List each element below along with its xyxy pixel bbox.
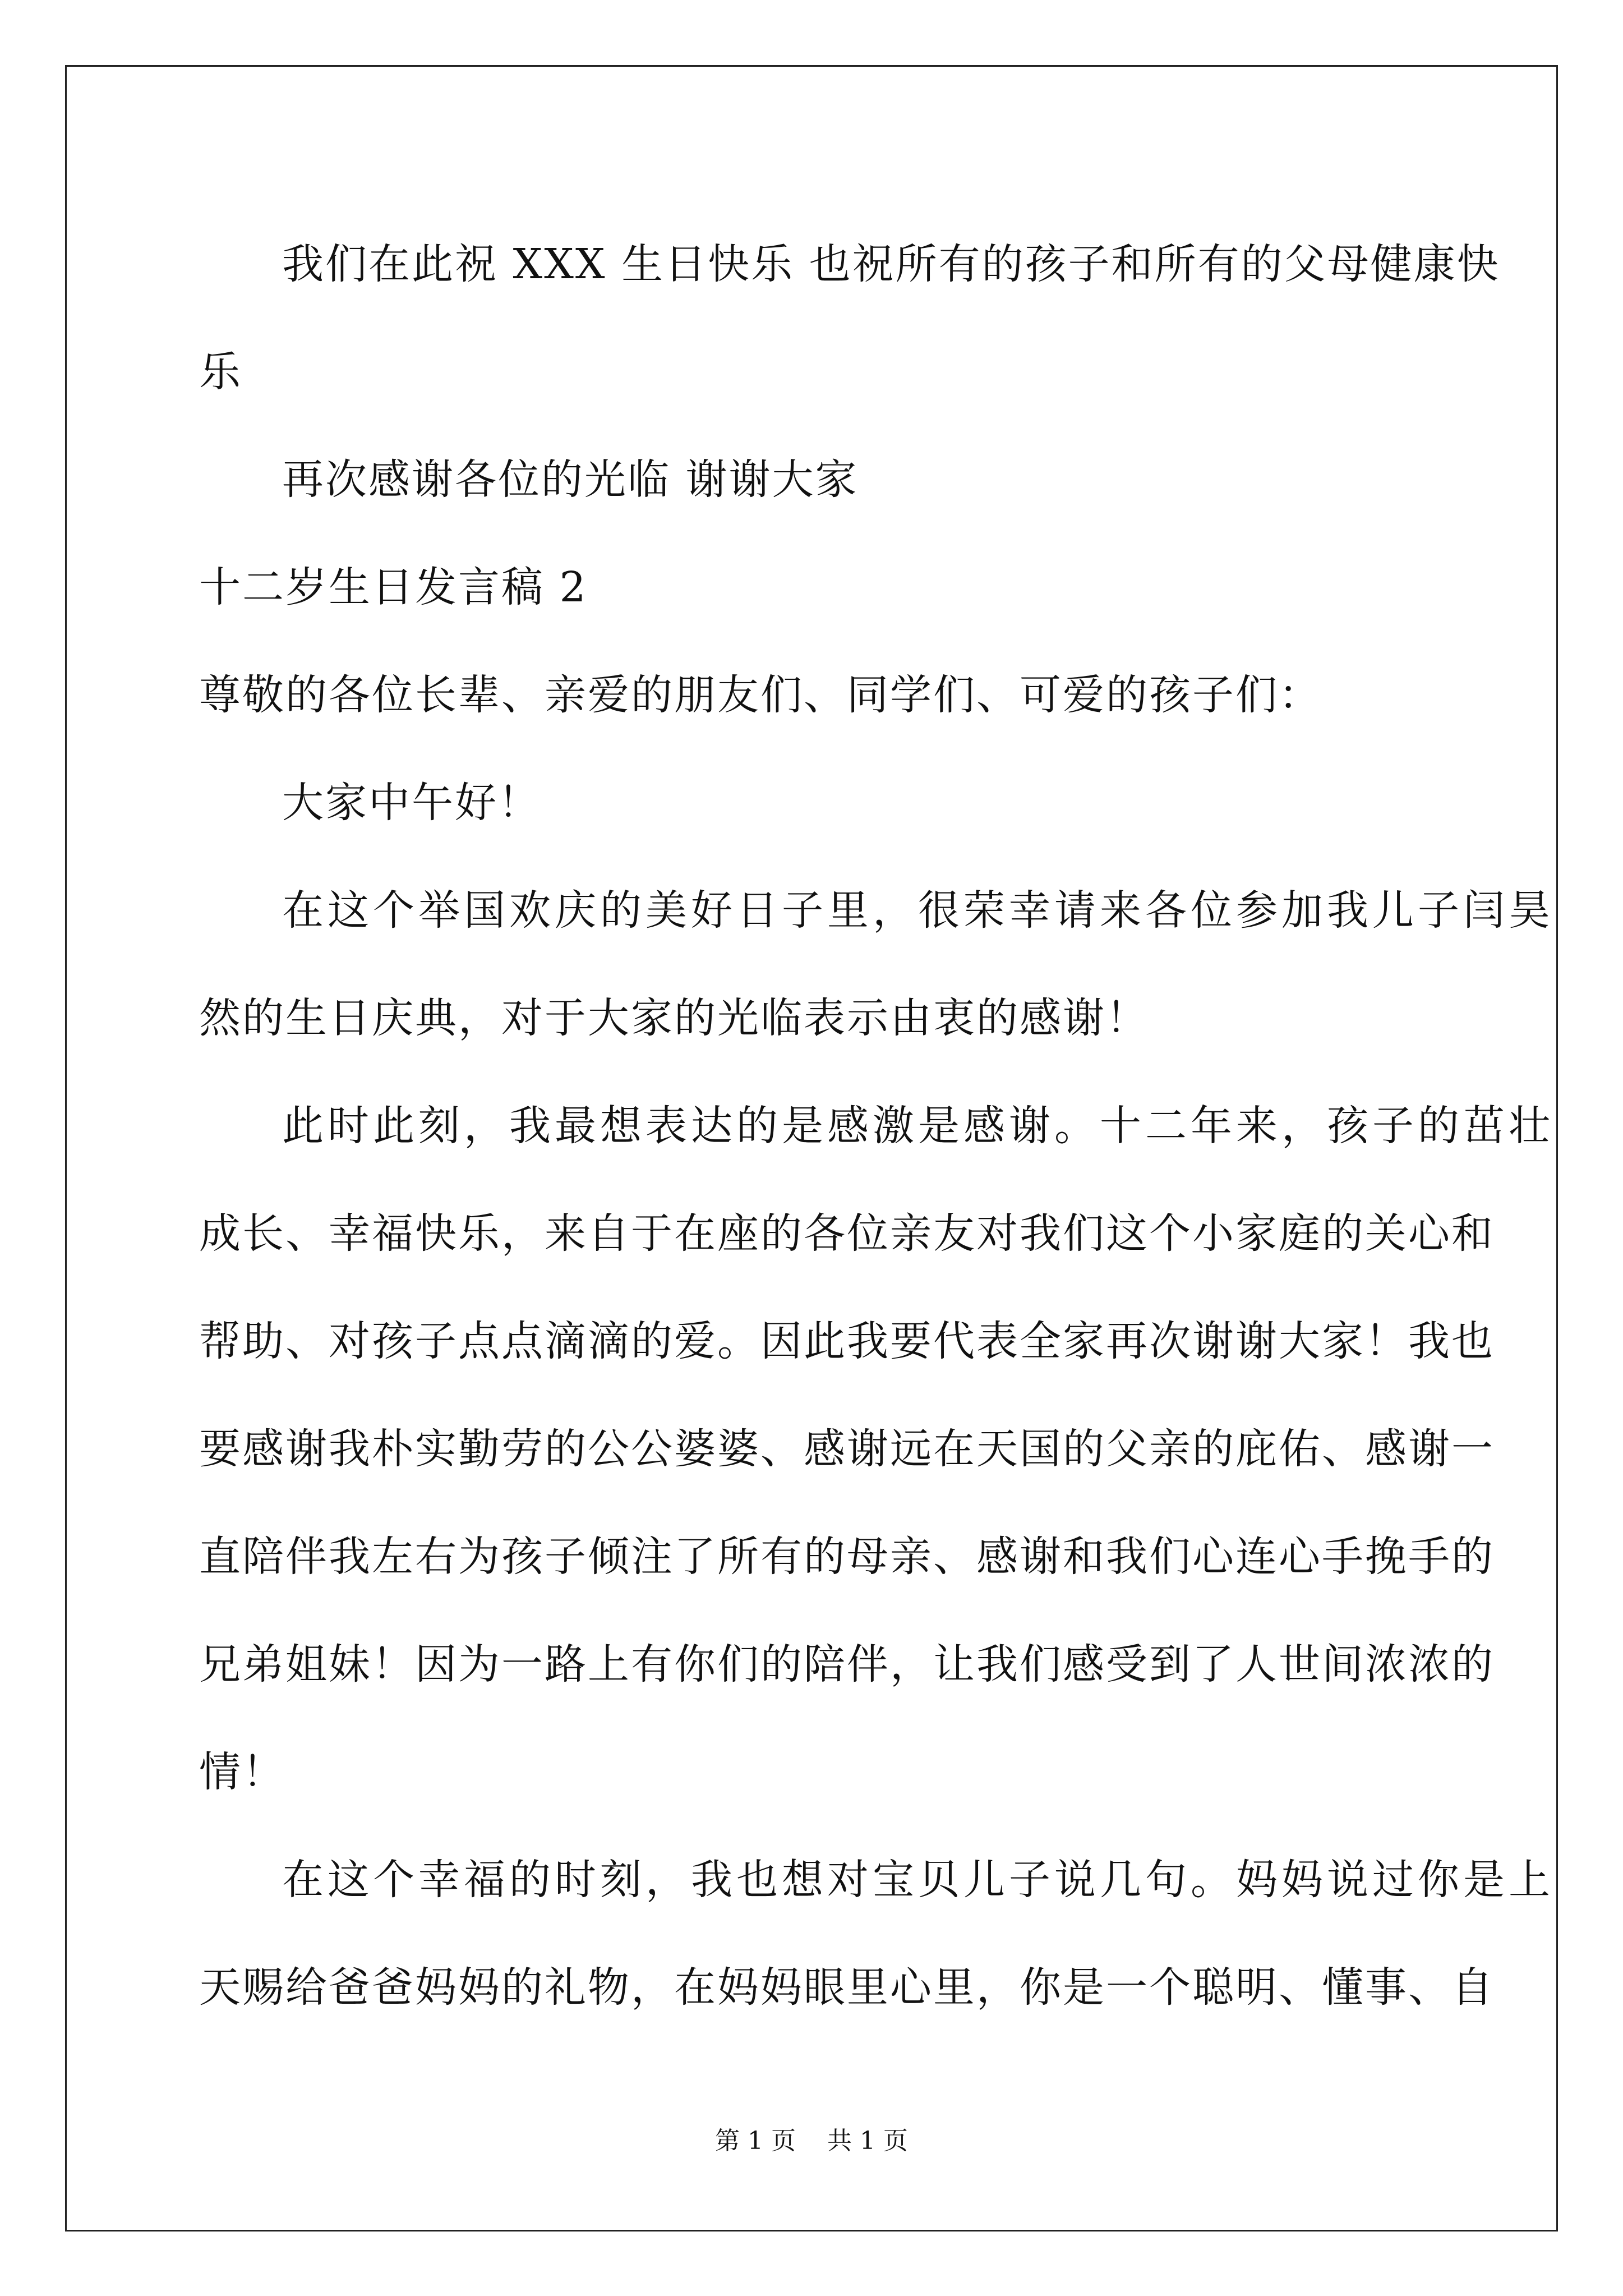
paragraph-line: 成长、幸福快乐，来自于在座的各位亲友对我们这个小家庭的关心和 <box>199 1209 1495 1258</box>
document-body <box>199 210 1554 2041</box>
section-heading: 十二岁生日发言稿 2 <box>199 563 588 611</box>
paragraph-line: 情！ <box>199 1748 285 1796</box>
paragraph-line: 帮助、对孩子点点滴滴的爱。因此我要代表全家再次谢谢大家！我也 <box>199 1317 1495 1365</box>
paragraph-line: 天赐给爸爸妈妈的礼物，在妈妈眼里心里，你是一个聪明、懂事、自 <box>199 1963 1495 2012</box>
paragraph-line: 我们在此祝 XXX 生日快乐 也祝所有的孩子和所有的父母健康快 <box>282 240 1500 288</box>
paragraph-line: 乐 <box>199 348 242 396</box>
page-footer: 第 1 页 共 1 页 <box>715 2127 908 2155</box>
paragraph-line: 此时此刻，我最想表达的是感激是感谢。十二年来，孩子的茁壮 <box>282 1102 1554 1150</box>
greeting: 大家中午好！ <box>282 779 541 827</box>
paragraph-line: 再次感谢各位的光临 谢谢大家 <box>282 455 859 504</box>
paragraph-line: 兄弟姐妹！因为一路上有你们的陪伴，让我们感受到了人世间浓浓的 <box>199 1640 1495 1688</box>
paragraph-line: 然的生日庆典，对于大家的光临表示由衷的感谢！ <box>199 994 1149 1042</box>
paragraph-line: 直陪伴我左右为孩子倾注了所有的母亲、感谢和我们心连心手挽手的 <box>199 1533 1495 1581</box>
paragraph-line: 在这个举国欢庆的美好日子里，很荣幸请来各位参加我儿子闫昊 <box>282 886 1554 935</box>
paragraph-line: 在这个幸福的时刻，我也想对宝贝儿子说几句。妈妈说过你是上 <box>282 1856 1554 1904</box>
paragraph-line: 要感谢我朴实勤劳的公公婆婆、感谢远在天国的父亲的庇佑、感谢一 <box>199 1425 1495 1473</box>
salutation: 尊敬的各位长辈、亲爱的朋友们、同学们、可爱的孩子们： <box>199 671 1322 719</box>
